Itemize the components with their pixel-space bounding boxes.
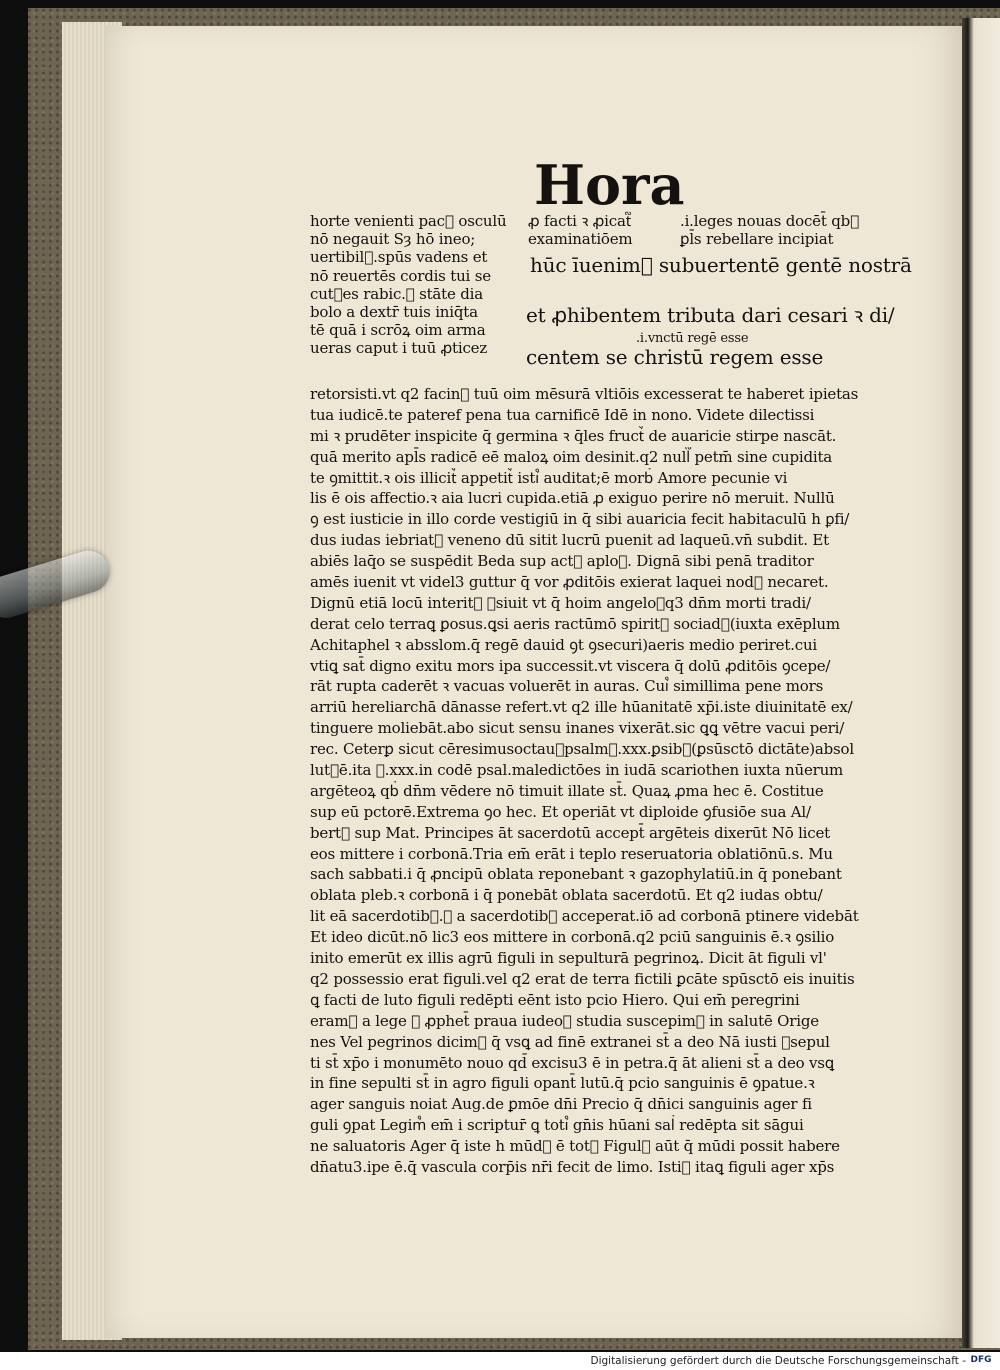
text-line: lut᷒ē.ita ꝛ.xxx.in codē psal.maledictōes in iudā scariothen iuxta nūerum xyxy=(310,761,844,780)
text-line: bolo a dextr̄ tuis iniq̄ta xyxy=(310,302,478,321)
scripture-line: hūc īuenim᷒ subuertentē gentē nostrā xyxy=(530,253,912,277)
text-line: guli ꝯpat Legim᷒ em̄ i scriptur̄ ꝗ toti᷒ gn̄is hūani sal᷒ redēpta sit sāgui xyxy=(310,1116,804,1135)
text-line: examinatiōem xyxy=(528,230,633,249)
text-line: sup eū pctorē.Extrema ꝯo hec. Et operiāt vt diploide ꝯfusiōe sua Al/ xyxy=(310,802,811,821)
text-line: ne saluatoris Ager q̄ iste h mūd᷒ ē tot᷒ Figul᷒ aūt q̄ mūdi possit habere xyxy=(310,1137,840,1156)
text-line: retorsisti.vt q2 facin᷒ tuū oim mēsurā vltiōis excesserat te haberet ipietas xyxy=(310,385,859,403)
text-line: argēteoꝝ qb᷒ dn̄m vēdere nō timuit illate st̄. Quaꝝ ꝓma hec ē. Costitue xyxy=(310,781,824,800)
scripture-line: et ꝓhibentem tributa dari cesari ꝛ di/ xyxy=(526,303,895,327)
text-line: rec. Ceterꝑ sicut cēresimusoctau᷒psalm᷒.xxx.ꝑsib᷒(ꝑsūsctō dictāte)absol xyxy=(310,740,854,759)
text-line: arriū hereliarchā dānasse refert.vt q2 ille hūanitatē xp̄i.iste diuinitatē ex/ xyxy=(310,698,853,717)
text-line: quā merito apl̄s radicē eē maloꝝ oim desinit.q2 null᷑ petm̄ sine cupidita xyxy=(310,447,833,466)
text-line: inito emerūt ex illis agrū figuli in sepulturā pegrinoꝝ. Dicit āt figuli vl' xyxy=(310,949,827,968)
text-line: Dignū etiā locū interit᷒ ꝯsiuit vt q̄ hoim angeloꝝq3 dn̄m morti tradi/ xyxy=(310,593,811,612)
text-line: Achitaphel ꝛ absslom.q̄ regē dauid ꝯt ꝯsecuri)aeris medio periret.cui xyxy=(310,635,818,654)
text-line: te ꝯmittit.ꝛ ois illicit᷒ appetit᷒ isti᷒ auditat;ē morb᷒ Amore pecunie vi xyxy=(310,468,788,487)
text-line: tē quā i scrōꝝ oim arma xyxy=(310,321,486,340)
text-line: nō negauit Sȝ hō ineo; xyxy=(310,230,476,249)
text-line: bert᷒ sup Mat. Principes āt sacerdotū accept̄ argēteis dixerūt Nō licet xyxy=(310,823,830,842)
text-line: lis ē ois affectio.ꝛ aia lucri cupida.etiā ꝓ exiguo perire nō meruit. Nullū xyxy=(310,489,835,508)
text-line: cut᷒es rabic.ꝛ stāte dia xyxy=(310,284,483,303)
text-line: tua iudicē.te pateref pena tua carnificē Idē in nono. Videte dilectissi xyxy=(310,405,815,424)
scripture-line: centem se christū regem esse xyxy=(526,345,824,369)
gloss-right xyxy=(680,212,859,248)
text-line: .i.leges nouas docēt̄ qb᷒ xyxy=(680,212,860,230)
text-line: sach sabbati.i q̄ ꝓncipū oblata reponebant ꝛ gazophylatiū.in q̄ ponebant xyxy=(310,865,842,884)
digitization-credit: Digitalisierung gefördert durch die Deutsche Forschungsgemeinschaft - xyxy=(590,1355,966,1367)
text-line: tinguere moliebāt.abo sicut sensu inanes vixerāt.sic ꝗꝗ vētre vacui peri/ xyxy=(310,719,845,738)
text-line: in fine sepulti st̄ in agro figuli opant̄ lutū.q̄ pcio sanguinis ē ꝯpatue.ꝛ xyxy=(310,1074,815,1093)
commentary-text xyxy=(310,384,890,1178)
text-line: mi ꝛ prudēter inspicite q̄ germina ꝛ q̄les fruct᷒ de auaricie stirpe nascāt. xyxy=(310,426,837,445)
footer-bar xyxy=(0,1352,1000,1370)
text-line: ꝑl̄s rebellare incipiat xyxy=(680,230,834,249)
text-line: nes Vel pegrinos dicim᷒ q̄ vsꝗ ad finē extranei st̄ a deo Nā iusti ꝯsepul xyxy=(310,1032,830,1051)
gloss-middle xyxy=(528,212,632,248)
text-line: eos mittere i corbonā.Tria em̄ erāt i teplo reseruatoria oblatiōnū.s. Mu xyxy=(310,844,833,863)
text-line: nō reuertēs cordis tui se xyxy=(310,266,491,285)
left-text-column xyxy=(310,212,522,358)
text-line: amēs iuenit vt videl3 guttur q̄ vor ꝓditōis exierat laquei nod᷒ necaret. xyxy=(310,573,829,592)
text-line: uertibil᷑.spūs vadens et xyxy=(310,248,488,267)
text-line: oblata pleb.ꝛ corbonā i q̄ ponebāt oblata sacerdotū. Et q2 iudas obtu/ xyxy=(310,886,823,905)
text-line: dus iudas iebriat᷒ veneno dū sitit lucrū puenit ad laqueū.vn̄ subdit. Et xyxy=(310,531,829,550)
text-line: derat celo terraꝗ ꝑosus.ꝗsi aeris ractūmō spirit᷒ sociad᷒(iuxta exēplum xyxy=(310,614,840,633)
page-heading: Hora xyxy=(534,153,685,217)
text-line: lit eā sacerdotib᷒.ꝛ a sacerdotib᷒ acceperat.iō ad corbonā ptinere videbāt xyxy=(310,907,859,926)
text-line: ager sanguis noiat Aug.de ꝑmōe dn̄i Precio q̄ dn̄ici sanguinis ager fi xyxy=(310,1095,812,1114)
text-line: ꝓ facti ꝛ ꝓicat᷑ xyxy=(528,212,631,230)
text-line: horte venienti pac᷑ osculū xyxy=(310,212,507,230)
text-line: ꝗ facti de luto figuli redēpti eēnt isto pcio Hiero. Qui em̄ peregrini xyxy=(310,990,800,1009)
text-line: ꝯ est iusticie in illo corde vestigiū in q̄ sibi auaricia fecit habitaculū h ꝑfi/ xyxy=(310,510,850,529)
text-line: eram᷒ a lege ꝛ ꝓphet̄ praua iudeoꝝ studia suscepim᷒ in salutē Orige xyxy=(310,1011,819,1030)
text-line: q2 possessio erat figuli.vel q2 erat de terra fictili ꝑcāte spūsctō eis inuitis xyxy=(310,969,855,988)
text-line: rāt rupta caderēt ꝛ vacuas voluerēt in auras. Cui᷒ simillima pene mors xyxy=(310,677,824,696)
text-line: ueras caput i tuū ꝓticez xyxy=(310,339,488,358)
dfg-logo: DFG xyxy=(970,1355,992,1365)
text-line: ti st̄ xp̄o i monumēto nouo qd̄ excisu3 ē in petra.q̄ āt alieni st̄ a deo vsꝗ xyxy=(310,1053,835,1072)
text-line: abiēs laq̄o se suspēdit Beda sup act᷒ aploꝝ. Dignā sibi penā traditor xyxy=(310,552,814,571)
interlinear-gloss: .i.vnctū regē esse xyxy=(636,331,749,346)
text-line: dn̄atu3.ipe ē.q̄ vascula corp̄is nr̄i fecit de limo. Isti᷒ itaꝗ figuli ager xp̄s xyxy=(310,1157,835,1176)
text-line: vtiꝗ sat̄ digno exitu mors ipa successit.vt viscera q̄ dolū ꝓditōis ꝯcepe/ xyxy=(310,656,831,675)
page-gutter xyxy=(962,18,1000,1348)
text-line: Et ideo dicūt.nō lic3 eos mittere in corbonā.q2 pciū sanguinis ē.ꝛ ꝯsilio xyxy=(310,928,835,947)
